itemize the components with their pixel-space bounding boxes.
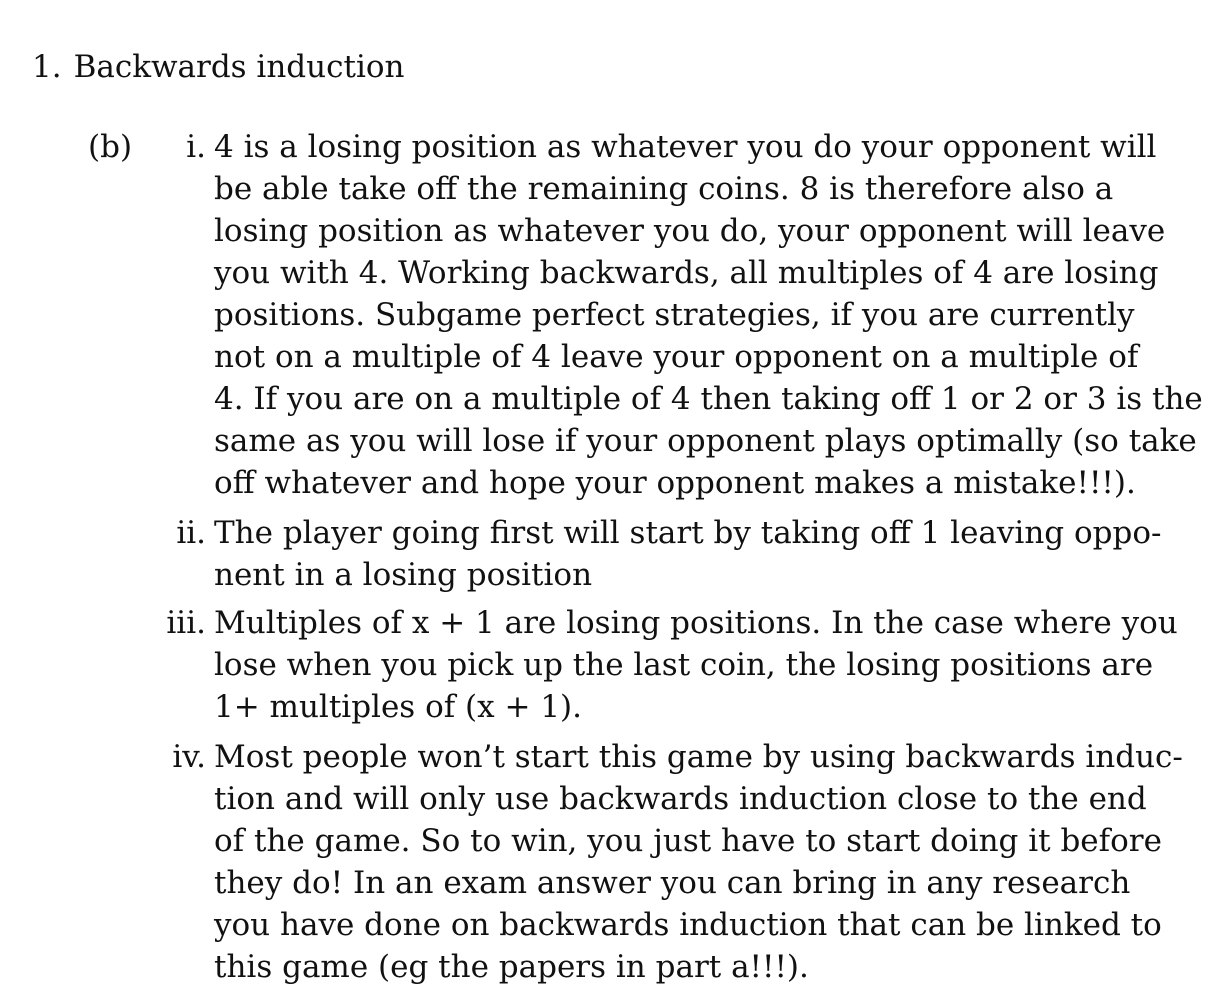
text-line: Most people won’t start this game by using backwards induc- <box>214 739 1183 775</box>
text-line: this game (eg the papers in part a!!!). <box>214 949 809 985</box>
section-title: Backwards induction <box>73 49 405 85</box>
text-line: tion and will only use backwards induction close to the end <box>214 781 1147 817</box>
text-line: of the game. So to win, you just have to start doing it before <box>214 823 1162 859</box>
text-line: nent in a losing position <box>214 557 593 593</box>
text-line: positions. Subgame perfect strategies, if you are currently <box>214 297 1135 333</box>
item-text <box>214 126 1203 504</box>
text-line: losing position as whatever you do, your opponent will leave <box>214 213 1166 249</box>
section-heading <box>32 46 404 88</box>
item-text <box>214 512 1162 596</box>
text-line: they do! In an exam answer you can bring in any research <box>214 865 1131 901</box>
text-line: The player going first will start by taking off 1 leaving oppo- <box>214 515 1162 551</box>
part-label: (b) <box>88 129 133 165</box>
item-label: iii. <box>166 605 206 641</box>
section-number: 1. <box>32 49 62 85</box>
item-text <box>214 736 1183 988</box>
item-label: iv. <box>172 739 206 775</box>
item-label: i. <box>186 129 206 165</box>
text-line: be able take off the remaining coins. 8 is therefore also a <box>214 171 1114 207</box>
text-line: 4 is a losing position as whatever you do your opponent will <box>214 129 1157 165</box>
text-line: not on a multiple of 4 leave your opponent on a multiple of <box>214 339 1139 375</box>
text-line: Multiples of x + 1 are losing positions. In the case where you <box>214 605 1178 641</box>
text-line: same as you will lose if your opponent plays optimally (so take <box>214 423 1197 459</box>
item-label: ii. <box>176 515 206 551</box>
text-line: you with 4. Working backwards, all multiples of 4 are losing <box>214 255 1159 291</box>
item-text <box>214 602 1178 728</box>
text-line: off whatever and hope your opponent makes a mistake!!!). <box>214 465 1136 501</box>
text-line: lose when you pick up the last coin, the losing positions are <box>214 647 1154 683</box>
text-line: 1+ multiples of (x + 1). <box>214 689 582 725</box>
text-line: you have done on backwards induction that can be linked to <box>214 907 1162 943</box>
text-line: 4. If you are on a multiple of 4 then taking off 1 or 2 or 3 is the <box>214 381 1203 417</box>
